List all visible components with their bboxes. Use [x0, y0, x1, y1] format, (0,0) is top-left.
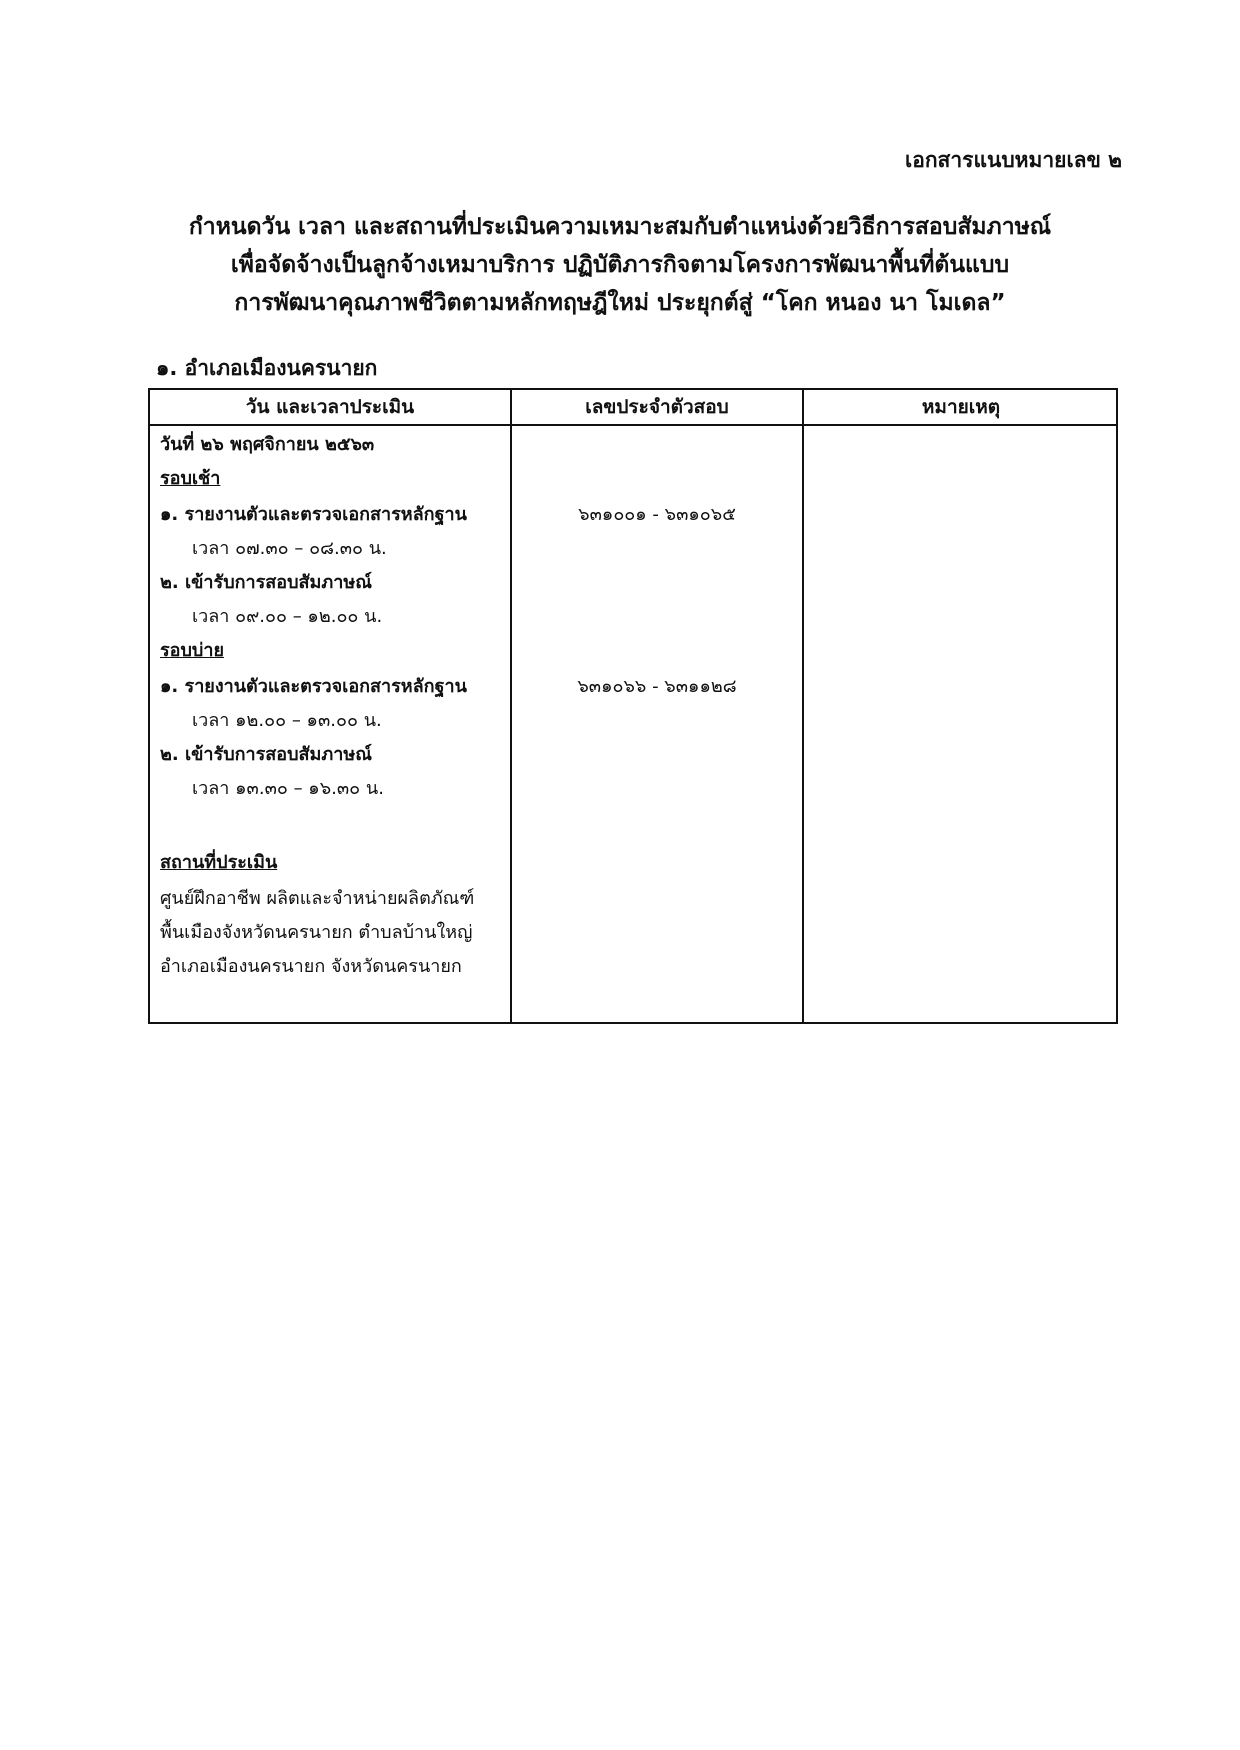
morning-step-interview: ๒. เข้ารับการสอบสัมภาษณ์	[160, 572, 372, 593]
morning-id-range: ๖๓๑๐๐๑ - ๖๓๑๐๖๕	[578, 504, 736, 525]
header-divider	[150, 424, 1116, 426]
venue-label: สถานที่ประเมิน	[160, 852, 278, 873]
morning-step-report: ๑. รายงานตัวและตรวจเอกสารหลักฐาน	[160, 504, 467, 525]
document-title	[0, 208, 1240, 322]
afternoon-step-report: ๑. รายงานตัวและตรวจเอกสารหลักฐาน	[160, 676, 467, 697]
column-header-exam-id: เลขประจำตัวสอบ	[585, 396, 729, 418]
afternoon-report-time: เวลา ๑๒.๐๐ – ๑๓.๐๐ น.	[192, 710, 382, 731]
venue-line: อำเภอเมืองนครนายก จังหวัดนครนายก	[160, 956, 462, 977]
column-header-date-time: วัน และเวลาประเมิน	[245, 396, 415, 418]
assessment-date: วันที่ ๒๖ พฤศจิกายน ๒๕๖๓	[160, 434, 375, 455]
morning-interview-time: เวลา ๐๙.๐๐ – ๑๒.๐๐ น.	[192, 606, 383, 627]
venue-line: พื้นเมืองจังหวัดนครนายก ตำบลบ้านใหญ่	[160, 922, 473, 943]
schedule-table	[148, 388, 1118, 1024]
afternoon-interview-time: เวลา ๑๓.๓๐ – ๑๖.๓๐ น.	[192, 778, 384, 799]
column-divider	[802, 390, 804, 1022]
section-heading: ๑. อำเภอเมืองนครนายก	[156, 356, 378, 380]
title-line: กำหนดวัน เวลา และสถานที่ประเมินความเหมาะสมกับตำแหน่งด้วยวิธีการสอบสัมภาษณ์	[188, 214, 1052, 240]
morning-report-time: เวลา ๐๗.๓๐ – ๐๘.๓๐ น.	[192, 538, 387, 559]
afternoon-id-range: ๖๓๑๐๖๖ - ๖๓๑๑๒๘	[577, 676, 737, 697]
title-line: เพื่อจัดจ้างเป็นลูกจ้างเหมาบริการ ปฏิบัติภารกิจตามโครงการพัฒนาพื้นที่ต้นแบบ	[230, 252, 1010, 278]
venue-line: ศูนย์ฝึกอาชีพ ผลิตและจำหน่ายผลิตภัณฑ์	[160, 888, 475, 909]
afternoon-session-label: รอบบ่าย	[160, 640, 224, 661]
morning-session-label: รอบเช้า	[160, 468, 221, 489]
document-reference: เอกสารแนบหมายเลข ๒	[905, 148, 1122, 172]
title-line: การพัฒนาคุณภาพชีวิตตามหลักทฤษฎีใหม่ ประยุกต์สู่ “โคก หนอง นา โมเดล”	[234, 290, 1006, 316]
afternoon-step-interview: ๒. เข้ารับการสอบสัมภาษณ์	[160, 744, 372, 765]
column-header-remarks: หมายเหตุ	[921, 396, 1001, 418]
column-divider	[510, 390, 512, 1022]
